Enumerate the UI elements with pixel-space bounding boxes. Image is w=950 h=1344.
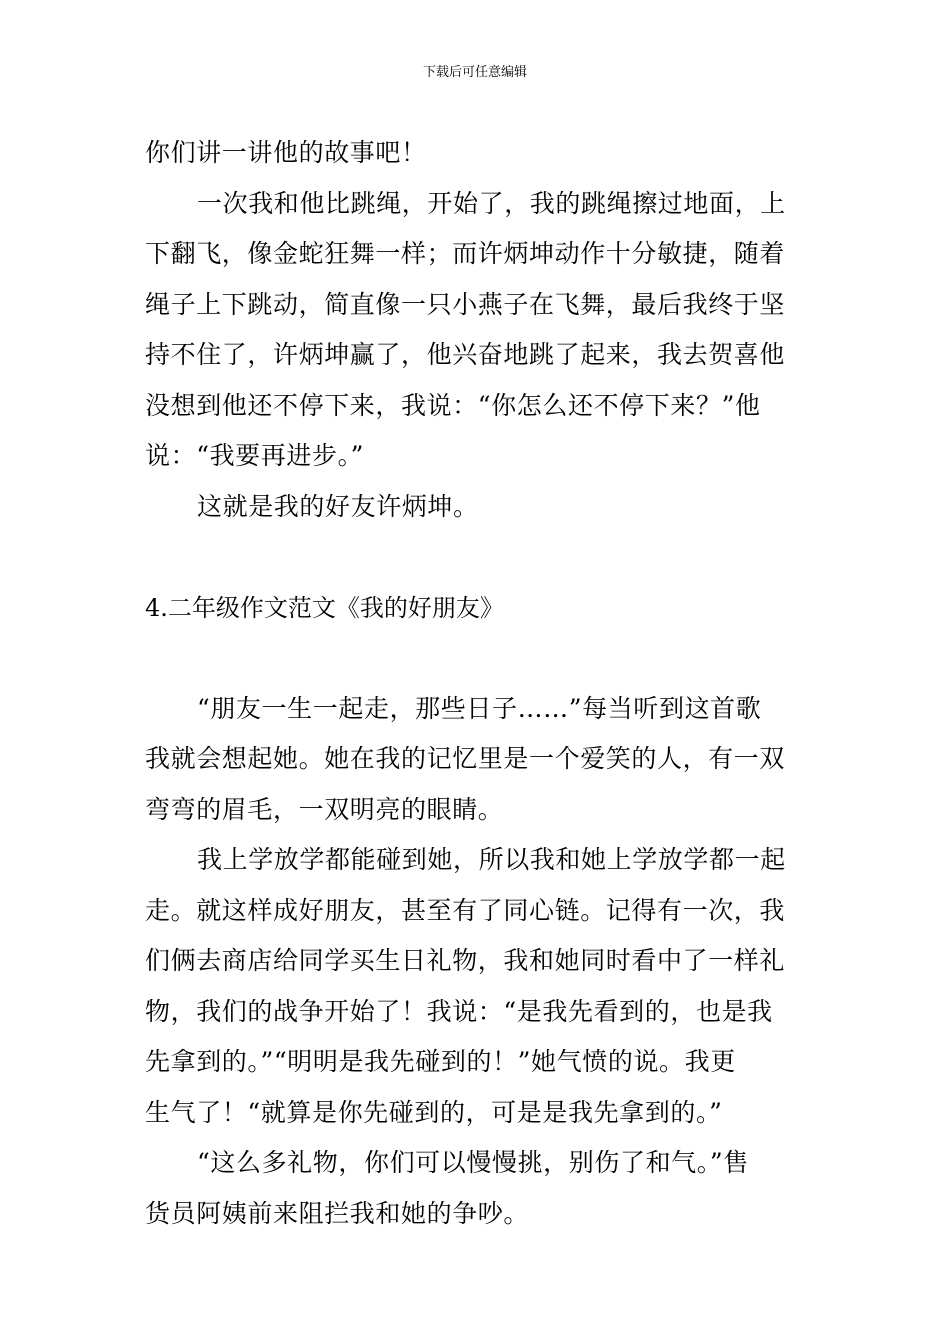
paragraph-4 (145, 684, 807, 836)
text-line: “朋友一生一起走，那些日子……”每当听到这首歌 (197, 693, 762, 723)
text-line: 这就是我的好友许炳坤。 (197, 491, 479, 521)
text-line: 物，我们的战争开始了！我说：“是我先看到的，也是我 (145, 996, 773, 1026)
text-line: 你们讲一讲他的故事吧！ (145, 138, 427, 167)
text-line: 一次我和他比跳绳，开始了，我的跳绳擦过地面，上 (197, 188, 786, 218)
blank-line (145, 633, 807, 684)
text-line: 绳子上下跳动，简直像一只小燕子在飞舞，最后我终于坚 (145, 289, 786, 319)
text-line: 生气了！“就算是你先碰到的，可是是我先拿到的。” (145, 1097, 723, 1127)
paragraph-5 (145, 835, 807, 1138)
paragraph-6 (145, 1138, 807, 1239)
text-line: 我就会想起她。她在我的记忆里是一个爱笑的人，有一双 (145, 744, 786, 773)
text-line: 先拿到的。”“明明是我先碰到的！”她气愤的说。我更 (145, 1047, 736, 1076)
text-line: 货员阿姨前来阻拦我和她的争吵。 (145, 1198, 530, 1228)
text-line: 下翻飞，像金蛇狂舞一样；而许炳坤动作十分敏捷，随着 (145, 239, 786, 268)
text-line: 没想到他还不停下来，我说：“你怎么还不停下来？”他 (145, 390, 761, 420)
paragraph-3 (145, 482, 807, 533)
document-body (145, 128, 807, 1239)
text-line: 走。就这样成好朋友，甚至有了同心链。记得有一次，我 (145, 895, 786, 925)
blank-line (145, 532, 807, 583)
page-header: 下载后可任意编辑 (422, 65, 527, 80)
text-line: 我上学放学都能碰到她，所以我和她上学放学都一起 (197, 845, 786, 874)
text-line: 持不住了，许炳坤赢了，他兴奋地跳了起来，我去贺喜他 (145, 340, 786, 369)
text-line: “这么多礼物，你们可以慢慢挑，别伤了和气。”售 (197, 1148, 749, 1177)
text-line: 说：“我要再进步。” (145, 441, 365, 470)
paragraph-1 (145, 128, 807, 179)
text-line: 们俩去商店给同学买生日礼物，我和她同时看中了一样礼 (145, 946, 786, 975)
paragraph-2 (145, 179, 807, 482)
text-line: 弯弯的眉毛，一双明亮的眼睛。 (145, 794, 504, 824)
section-title: 4.二年级作文范文《我的好朋友》 (145, 593, 504, 622)
